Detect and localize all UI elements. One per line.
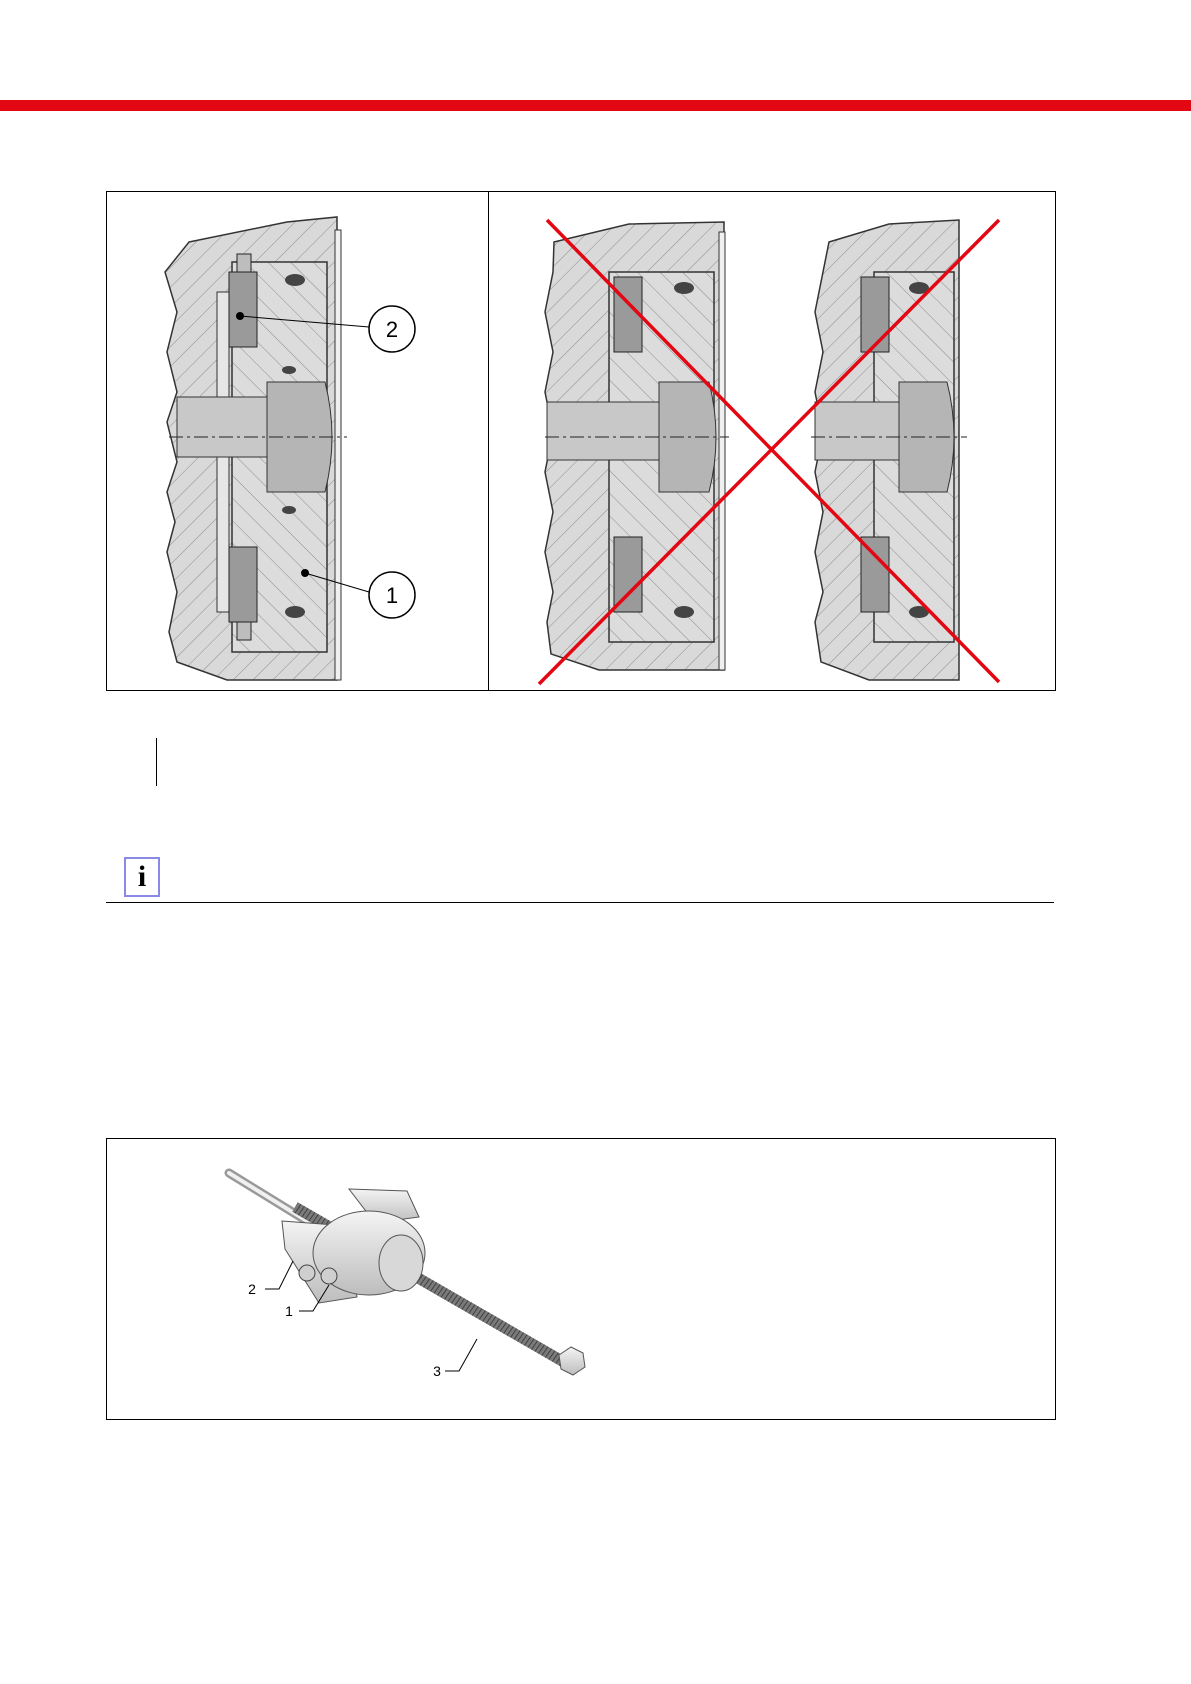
header-accent-bar — [0, 100, 1191, 111]
hex-head — [559, 1347, 585, 1375]
wrong-variant-a — [545, 222, 729, 670]
change-marker-bar — [156, 738, 157, 786]
correct-installation-drawing — [107, 192, 488, 690]
info-glyph: i — [137, 860, 147, 893]
figure-installation-comparison — [106, 191, 1056, 691]
wrong-variant-b — [811, 220, 967, 680]
info-icon — [124, 857, 160, 897]
callout-3-label: 3 — [433, 1363, 441, 1379]
callout-2-label: 2 — [248, 1281, 256, 1297]
callout-2-label: 2 — [385, 317, 399, 342]
incorrect-installation-drawings — [489, 192, 1055, 690]
clamp-bolt-1 — [299, 1265, 315, 1281]
seal-ring-lower — [229, 547, 257, 622]
seal-ring-upper — [229, 272, 257, 347]
callout-1-label: 1 — [385, 583, 399, 608]
info-separator-line — [106, 902, 1054, 903]
callout-1-label: 1 — [285, 1303, 293, 1319]
puller-tool-drawing — [107, 1139, 1055, 1419]
clamp-bolt-2 — [321, 1268, 337, 1284]
figure-puller-tool — [106, 1138, 1056, 1420]
